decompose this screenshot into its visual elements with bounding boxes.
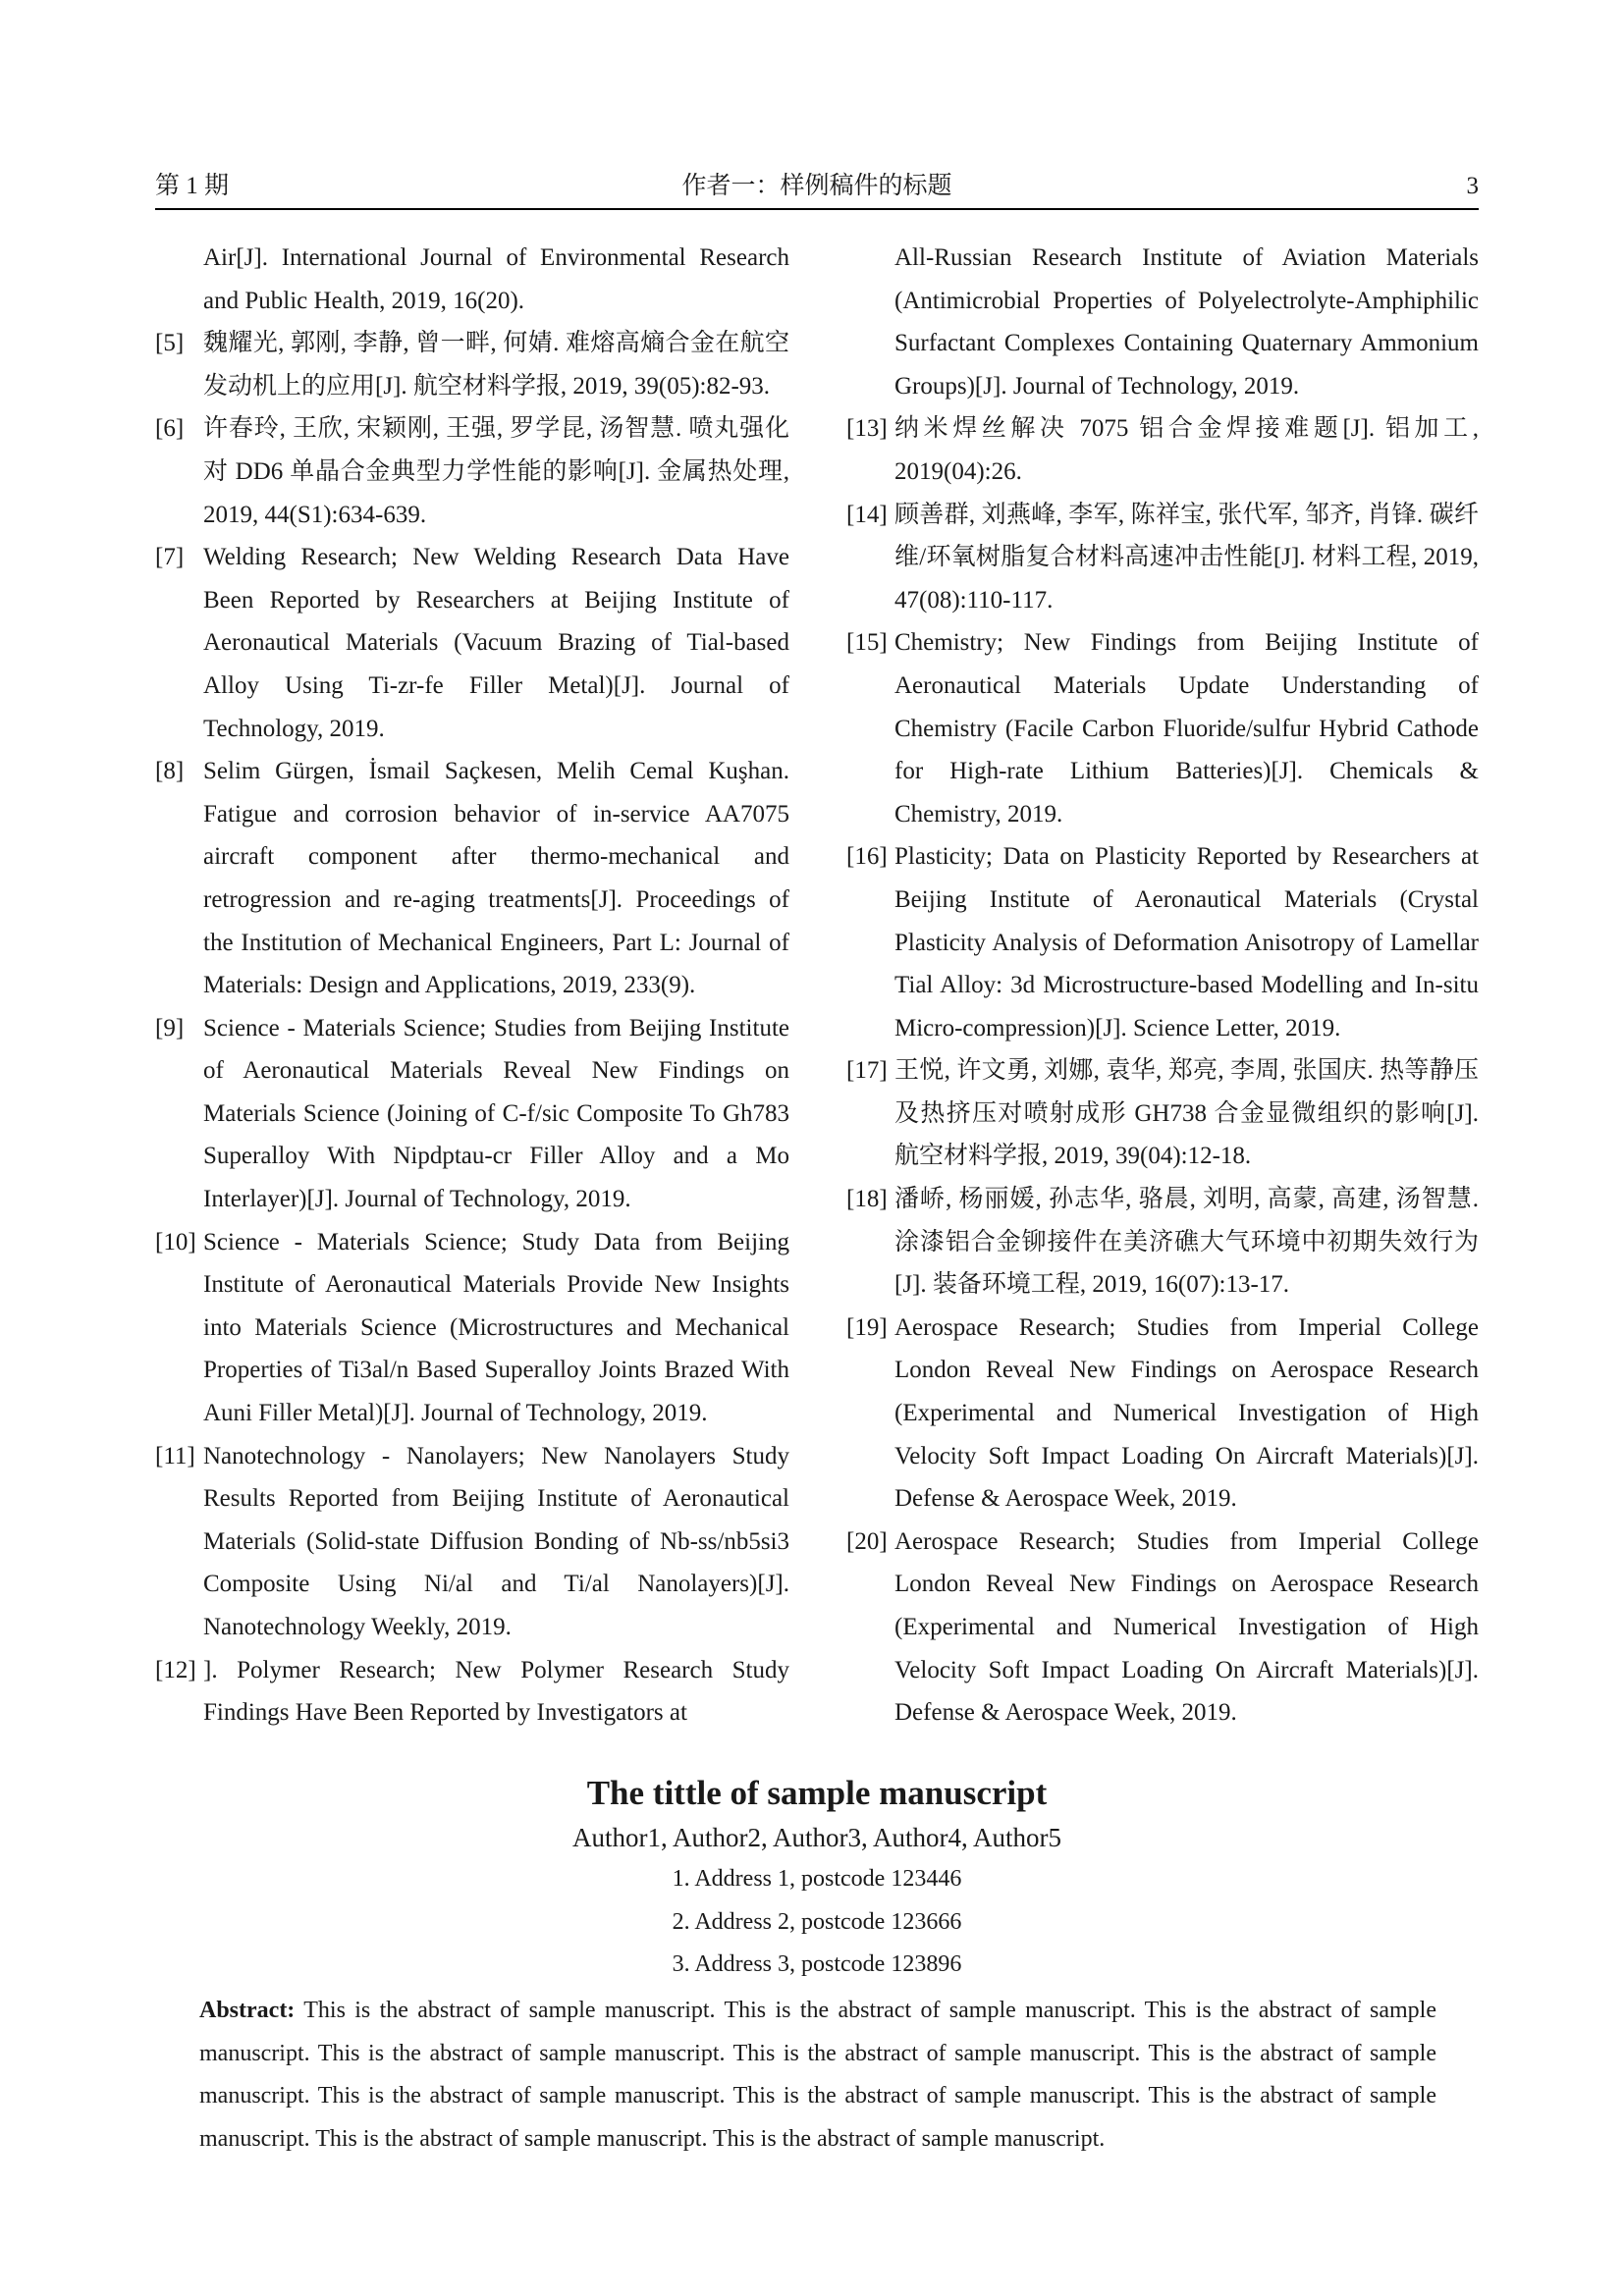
abstract-label: Abstract: xyxy=(199,1998,296,2023)
reference-text: Nanotechnology - Nanolayers; New Nanolayers Study Results Reported from Beijing Institute of Aeronautical Materials (Solid-state Diffusion Bonding of Nb-ss/nb5si3 Composite Using Ni/al and Ti/al Nanolayers)[J]. Nanotechnology Weekly, 2019. xyxy=(203,1442,789,1640)
reference-number: [16] xyxy=(846,843,888,871)
reference-text: Selim Gürgen, İsmail Saçkesen, Melih Cemal Kuşhan. Fatigue and corrosion behavior of in-service AA7075 aircraft component after thermo-mechanical and retrogression and re-aging treatments[J]. Proceedings of the Institution of Mechanical Engineers, Part L: Journal of Materials: Design and Applications, 2019, 233(9). xyxy=(203,758,789,999)
reference-item xyxy=(155,1435,789,1649)
reference-number: [5] xyxy=(155,330,185,357)
reference-text: 潘峤, 杨丽媛, 孙志华, 骆晨, 刘明, 高蒙, 高建, 汤智慧. 涂漆铝合金铆接件在美济礁大气环境中初期失效行为[J]. 装备环境工程, 2019, 16(07):13-17. xyxy=(894,1186,1479,1299)
title-block xyxy=(155,1770,1479,1987)
reference-item xyxy=(846,1521,1479,1735)
reference-text: Aerospace Research; Studies from Imperial College London Reveal New Findings on Aerospace Research (Experimental and Numerical Investigation of High Velocity Soft Impact Loading On Aircraft Materials)[J]. Defense & Aerospace Week, 2019. xyxy=(894,1527,1479,1727)
reference-text: 魏耀光, 郭刚, 李静, 曾一畔, 何婧. 难熔高熵合金在航空发动机上的应用[J]. 航空材料学报, 2019, 39(05):82-93. xyxy=(203,330,789,400)
reference-number: [19] xyxy=(846,1313,888,1341)
page-number: 3 xyxy=(1466,173,1479,199)
reference-text: Science - Materials Science; Studies from Beijing Institute of Aeronautical Materials Reveal New Findings on Materials Science (Joining of C-f/sic Composite To Gh783 Superalloy With Nipdptau-cr Filler Alloy and a Mo Interlayer)[J]. Journal of Technology, 2019. xyxy=(203,1014,789,1213)
reference-text: Welding Research; New Welding Research Data Have Been Reported by Researchers at Beijing Institute of Aeronautical Materials (Vacuum Brazing of Tial-based Alloy Using Ti-zr-fe Filler Metal)[J]. Journal of Technology, 2019. xyxy=(203,544,789,742)
reference-text: Science - Materials Science; Study Data from Beijing Institute of Aeronautical Materials Provide New Insights into Materials Science (Microstructures and Mechanical Properties of Ti3al/n Based Superalloy Joints Brazed With Auni Filler Metal)[J]. Journal of Technology, 2019. xyxy=(203,1228,789,1427)
reference-number: [12] xyxy=(155,1656,196,1683)
reference-item xyxy=(846,1307,1479,1521)
reference-number: [17] xyxy=(846,1057,888,1085)
reference-number: [9] xyxy=(155,1014,185,1041)
reference-item xyxy=(846,621,1479,835)
issue-label: 第 1 期 xyxy=(155,173,230,199)
reference-text: Aerospace Research; Studies from Imperial College London Reveal New Findings on Aerospace Research (Experimental and Numerical Investigation of High Velocity Soft Impact Loading On Aircraft Materials)[J]. Defense & Aerospace Week, 2019. xyxy=(894,1313,1479,1513)
reference-item xyxy=(155,750,789,1007)
reference-text: Chemistry; New Findings from Beijing Institute of Aeronautical Materials Update Understanding of Chemistry (Facile Carbon Fluoride/sulfur Hybrid Cathode for High-rate Lithium Batteries)[J]. Chemicals & Chemistry, 2019. xyxy=(894,629,1479,828)
reference-number: [18] xyxy=(846,1186,888,1213)
reference-item xyxy=(155,1007,789,1221)
address-line: 1. Address 1, postcode 123446 xyxy=(672,1866,962,1892)
paper-title: The tittle of sample manuscript xyxy=(586,1774,1048,1812)
reference-number: [8] xyxy=(155,758,185,785)
reference-text: 纳米焊丝解决 7075 铝合金焊接难题[J]. 铝加工, 2019(04):26. xyxy=(894,415,1479,485)
reference-item xyxy=(846,1049,1479,1178)
reference-text: Air[J]. International Journal of Environmental Research and Public Health, 2019, 16(20). xyxy=(203,244,789,314)
abstract-text: This is the abstract of sample manuscript. This is the abstract of sample manuscript. This is the abstract of sample manuscript. This is the abstract of sample manuscript. This is the abstract of sample manuscript. This is the abstract of sample manuscript. This is the abstract of sample manuscript. This is the abstract of sample manuscript. This is the abstract of sample manuscript. This is the abstract of sample manuscript. This is the abstract of sample manuscript. xyxy=(199,1998,1436,2152)
address-line: 2. Address 2, postcode 123666 xyxy=(672,1908,962,1935)
reference-item xyxy=(846,407,1479,493)
reference-text: All-Russian Research Institute of Aviation Materials (Antimicrobial Properties of Polyelectrolyte-Amphiphilic Surfactant Complexes Containing Quaternary Ammonium Groups)[J]. Journal of Technology, 2019. xyxy=(894,244,1479,400)
reference-item xyxy=(155,1221,789,1435)
reference-number: [11] xyxy=(155,1442,195,1469)
reference-text: 顾善群, 刘燕峰, 李军, 陈祥宝, 张代军, 邹齐, 肖锋. 碳纤维/环氧树脂复合材料高速冲击性能[J]. 材料工程, 2019, 47(08):110-117. xyxy=(894,501,1479,614)
reference-item xyxy=(155,237,789,322)
reference-text: ]. Polymer Research; New Polymer Research Study Findings Have Been Reported by Investigators at xyxy=(203,1656,789,1727)
author-list: Author1, Author2, Author3, Author4, Author5 xyxy=(572,1823,1061,1852)
reference-item xyxy=(155,1649,789,1735)
reference-item xyxy=(846,494,1479,622)
reference-text: 王悦, 许文勇, 刘娜, 袁华, 郑亮, 李周, 张国庆. 热等静压及热挤压对喷射成形 GH738 合金显微组织的影响[J]. 航空材料学报, 2019, 39(04):12-18. xyxy=(894,1057,1479,1170)
reference-item xyxy=(155,322,789,407)
references-left-column xyxy=(155,237,789,1735)
reference-number: [7] xyxy=(155,544,185,571)
reference-number: [6] xyxy=(155,415,185,443)
running-header xyxy=(155,169,1479,210)
reference-number: [15] xyxy=(846,629,888,657)
reference-item xyxy=(155,407,789,536)
reference-item xyxy=(155,536,789,750)
reference-text: 许春玲, 王欣, 宋颖刚, 王强, 罗学昆, 汤智慧. 喷丸强化对 DD6 单晶合金典型力学性能的影响[J]. 金属热处理, 2019, 44(S1):634-639. xyxy=(203,415,789,528)
reference-item xyxy=(846,237,1479,407)
reference-text: Plasticity; Data on Plasticity Reported by Researchers at Beijing Institute of Aeronautical Materials (Crystal Plasticity Analysis of Deformation Anisotropy of Lamellar Tial Alloy: 3d Microstructure-based Modelling and In-situ Micro-compression)[J]. Science Letter, 2019. xyxy=(894,843,1479,1041)
address-line: 3. Address 3, postcode 123896 xyxy=(672,1951,962,1977)
reference-number: [20] xyxy=(846,1527,888,1555)
reference-number: [13] xyxy=(846,415,888,443)
reference-item xyxy=(846,1178,1479,1307)
abstract xyxy=(199,1990,1436,2161)
running-title: 作者一：样例稿件的标题 xyxy=(681,173,952,199)
reference-number: [10] xyxy=(155,1228,196,1255)
references-right-column xyxy=(846,237,1479,1735)
reference-item xyxy=(846,835,1479,1049)
reference-number: [14] xyxy=(846,501,888,528)
